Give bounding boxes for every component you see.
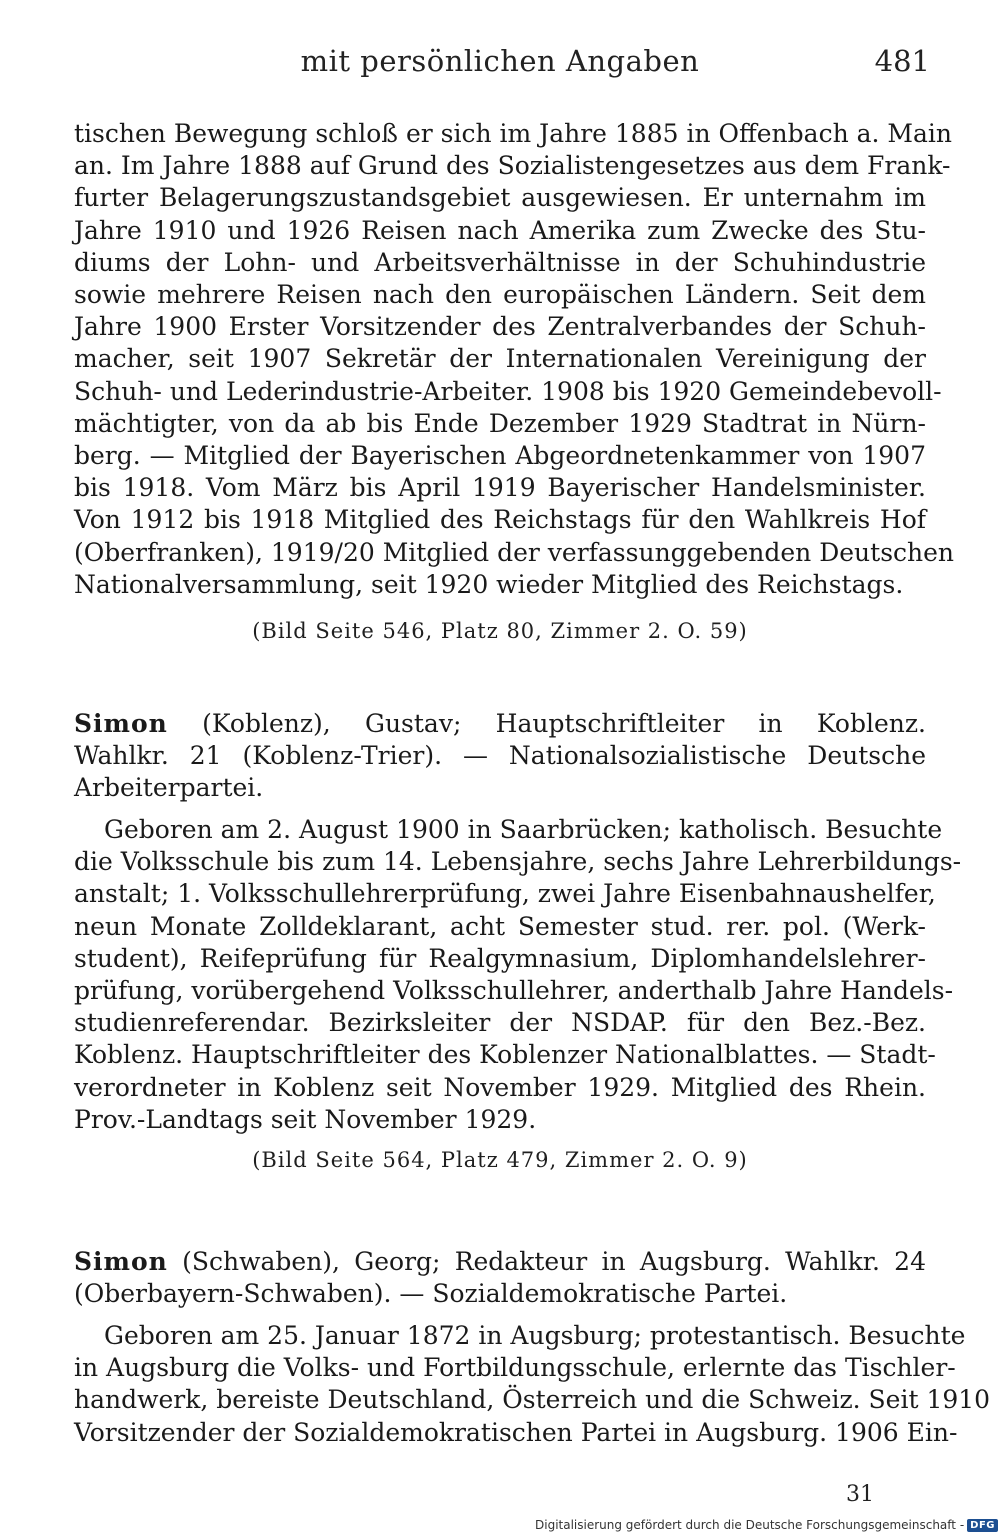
entry-name: Simon — [74, 1247, 168, 1276]
text-line: student), Reifeprüfung für Realgymnasium, Diplomhandelslehrer- — [74, 943, 926, 973]
text-line: handwerk, bereiste Deutschland, Österreich und die Schweiz. Seit 1910 — [74, 1385, 991, 1415]
text-line: sowie mehrere Reisen nach den europäischen Ländern. Seit dem — [74, 280, 926, 310]
text-line: (Oberbayern-Schwaben). — Sozialdemokratische Partei. — [74, 1279, 788, 1309]
text-line: an. Im Jahre 1888 auf Grund des Sozialistengesetzes aus dem Frank- — [74, 151, 951, 181]
text-line: Arbeiterpartei. — [74, 773, 264, 803]
text-line: verordneter in Koblenz seit November 1929. Mitglied des Rhein. — [74, 1072, 926, 1102]
text-line: neun Monate Zolldeklarant, acht Semester stud. rer. pol. (Werk- — [74, 911, 926, 941]
text-line: anstalt; 1. Volksschullehrerprüfung, zwei Jahre Eisenbahnaushelfer, — [74, 879, 936, 909]
text-line: Geboren am 2. August 1900 in Saarbrücken; katholisch. Besuchte — [104, 815, 943, 844]
text-line: Wahlkr. 21 (Koblenz-Trier). — Nationalsozialistische Deutsche — [74, 741, 926, 771]
text-line: Jahre 1900 Erster Vorsitzender des Zentralverbandes der Schuh- — [74, 312, 926, 342]
image-reference-caption: (Bild Seite 546, Platz 80, Zimmer 2. O. 59) — [252, 619, 748, 643]
text-line: Nationalversammlung, seit 1920 wieder Mitglied des Reichstags. — [74, 569, 904, 599]
entry-simon-gustav-heading — [74, 708, 926, 805]
text-line: (Koblenz), Gustav; Hauptschriftleiter in Koblenz. — [167, 709, 926, 738]
image-reference-caption: (Bild Seite 564, Platz 479, Zimmer 2. O. 9) — [252, 1148, 748, 1172]
text-line: prüfung, vorübergehend Volksschullehrer, anderthalb Jahre Handels- — [74, 976, 954, 1006]
text-line: (Schwaben), Georg; Redakteur in Augsburg. Wahlkr. 24 — [167, 1247, 926, 1276]
entry-simon-gustav-body — [74, 814, 962, 1136]
entry-simon-georg-body — [74, 1320, 991, 1449]
entry-continued-text — [74, 118, 955, 601]
text-line: Jahre 1910 und 1926 Reisen nach Amerika zum Zwecke des Stu- — [74, 215, 926, 245]
text-line: Prov.-Landtags seit November 1929. — [74, 1104, 537, 1134]
digitization-footer — [535, 1518, 998, 1532]
text-line: berg. — Mitglied der Bayerischen Abgeordnetenkammer von 1907 — [74, 441, 926, 471]
page-number: 481 — [874, 44, 930, 78]
running-title: mit persönlichen Angaben — [300, 44, 700, 78]
text-line: bis 1918. Vom März bis April 1919 Bayerischer Handelsminister. — [74, 473, 926, 503]
text-line: in Augsburg die Volks- und Fortbildungsschule, erlernte das Tischler- — [74, 1353, 956, 1383]
text-line: (Oberfranken), 1919/20 Mitglied der verfassunggebenden Deutschen — [74, 537, 955, 567]
signature-mark: 31 — [846, 1482, 874, 1507]
text-line: Von 1912 bis 1918 Mitglied des Reichstags für den Wahlkreis Hof — [74, 505, 926, 535]
text-line: tischen Bewegung schloß er sich im Jahre 1885 in Offenbach a. Main — [74, 119, 953, 148]
text-line: furter Belagerungszustandsgebiet ausgewiesen. Er unternahm im — [74, 183, 926, 213]
text-line: die Volksschule bis zum 14. Lebensjahre, sechs Jahre Lehrerbildungs- — [74, 847, 962, 877]
entry-simon-georg-heading — [74, 1246, 926, 1310]
text-line: Vorsitzender der Sozialdemokratischen Partei in Augsburg. 1906 Ein- — [74, 1417, 958, 1447]
text-line: Geboren am 25. Januar 1872 in Augsburg; protestantisch. Besuchte — [104, 1321, 966, 1350]
text-line: macher, seit 1907 Sekretär der Internationalen Vereinigung der — [74, 344, 926, 374]
text-line: Schuh- und Lederindustrie-Arbeiter. 1908 bis 1920 Gemeindebevoll- — [74, 376, 942, 406]
text-line: mächtigter, von da ab bis Ende Dezember 1929 Stadtrat in Nürn- — [74, 408, 926, 438]
entry-name: Simon — [74, 709, 168, 738]
dfg-logo-icon: DFG — [967, 1519, 998, 1532]
digitization-note: Digitalisierung gefördert durch die Deutsche Forschungsgemeinschaft - — [535, 1518, 965, 1532]
text-line: Koblenz. Hauptschriftleiter des Koblenzer Nationalblattes. — Stadt- — [74, 1040, 936, 1070]
text-line: studienreferendar. Bezirksleiter der NSDAP. für den Bez.-Bez. — [74, 1008, 926, 1038]
text-line: diums der Lohn- und Arbeitsverhältnisse in der Schuhindustrie — [74, 247, 926, 277]
